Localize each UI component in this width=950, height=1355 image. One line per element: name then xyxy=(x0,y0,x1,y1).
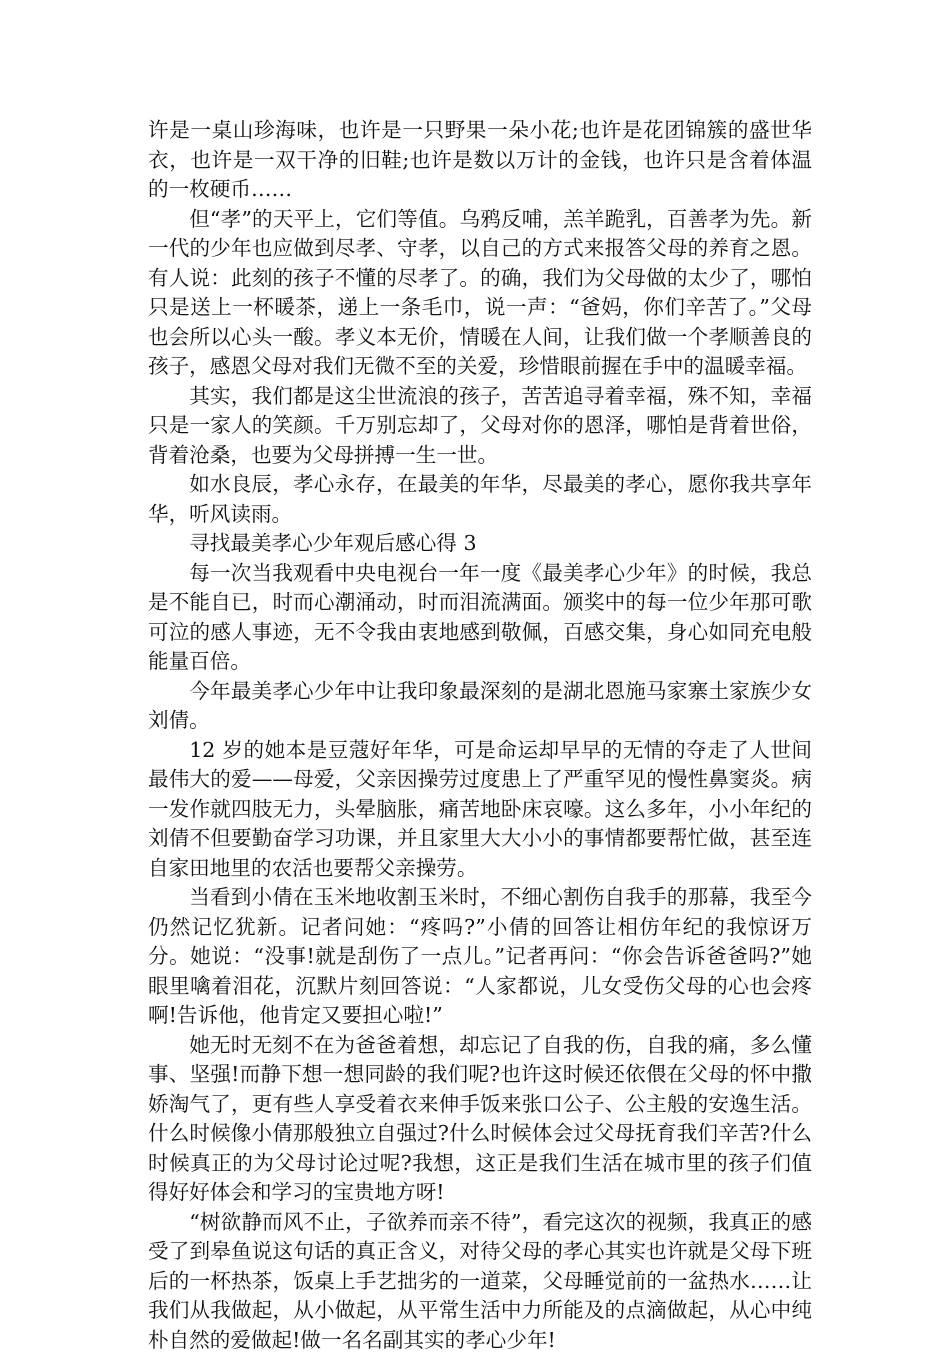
paragraph: 12 岁的她本是豆蔻好年华，可是命运却早早的无情的夺走了人世间最伟大的爱——母爱，父亲因操劳过度患上了严重罕见的慢性鼻窦炎。病一发作就四肢无力，头晕脑胀，痛苦地卧床哀嚎。这么多年，小小年纪的刘倩不但要勤奋学习功课，并且家里大大小小的事情都要帮忙做，甚至连自家田地里的农活也要帮父亲操劳。 xyxy=(148,736,812,884)
paragraph: 每一次当我观看中央电视台一年一度《最美孝心少年》的时候，我总是不能自已，时而心潮涌动，时而泪流满面。颁奖中的每一位少年那可歌可泣的感人事迹，无不令我由衷地感到敬佩，百感交集，身心如同充电般能量百倍。 xyxy=(148,559,812,677)
paragraph: 但“孝”的天平上，它们等值。乌鸦反哺，羔羊跪乳，百善孝为先。新一代的少年也应做到尽孝、守孝，以自己的方式来报答父母的养育之恩。有人说：此刻的孩子不懂的尽孝了。的确，我们为父母做的太少了，哪怕只是送上一杯暖茶，递上一条毛巾，说一声：“爸妈，你们辛苦了。”父母也会所以心头一酸。孝义本无价，情暖在人间，让我们做一个孝顺善良的孩子，感恩父母对我们无微不至的关爱，珍惜眼前握在手中的温暖幸福。 xyxy=(148,205,812,382)
paragraph: 她无时无刻不在为爸爸着想，却忘记了自我的伤，自我的痛，多么懂事、坚强!而静下想一想同龄的我们呢?也许这时候还依偎在父母的怀中撒娇淘气了，更有些人享受着衣来伸手饭来张口公子、公主般的安逸生活。什么时候像小倩那般独立自强过?什么时候体会过父母抚育我们辛苦?什么时候真正的为父母讨论过呢?我想，这正是我们生活在城市里的孩子们值得好好体会和学习的宝贵地方呀! xyxy=(148,1031,812,1208)
paragraph: 如水良辰，孝心永存，在最美的年华，尽最美的孝心，愿你我共享年华，听风读雨。 xyxy=(148,470,812,529)
paragraph: 许是一桌山珍海味，也许是一只野果一朵小花;也许是花团锦簇的盛世华衣，也许是一双干净的旧鞋;也许是数以万计的金钱，也许只是含着体温的一枚硬币…… xyxy=(148,116,812,205)
paragraph: 今年最美孝心少年中让我印象最深刻的是湖北恩施马家寨土家族少女刘倩。 xyxy=(148,677,812,736)
paragraph: “树欲静而风不止，子欲养而亲不待”，看完这次的视频，我真正的感受了到皋鱼说这句话的真正含义，对待父母的孝心其实也许就是父母下班后的一杯热茶，饭桌上手艺拙劣的一道菜，父母睡觉前的一盆热水……让我们从我做起，从小做起，从平常生活中力所能及的点滴做起，从心中纯朴自然的爱做起!做一名名副其实的孝心少年! xyxy=(148,1208,812,1355)
section-heading: 寻找最美孝心少年观后感心得 3 xyxy=(148,529,812,559)
paragraph: 当看到小倩在玉米地收割玉米时，不细心割伤自我手的那幕，我至今仍然记忆犹新。记者问她：“疼吗?”小倩的回答让相仿年纪的我惊讶万分。她说：“没事!就是刮伤了一点儿。”记者再问：“你会告诉爸爸吗?”她眼里噙着泪花，沉默片刻回答说：“人家都说，儿女受伤父母的心也会疼啊!告诉他，他肯定又要担心啦!” xyxy=(148,883,812,1031)
paragraph: 其实，我们都是这尘世流浪的孩子，苦苦追寻着幸福，殊不知，幸福只是一家人的笑颜。千万别忘却了，父母对你的恩泽，哪怕是背着世俗，背着沧桑，也要为父母拼搏一生一世。 xyxy=(148,382,812,471)
document-body xyxy=(148,116,812,1355)
